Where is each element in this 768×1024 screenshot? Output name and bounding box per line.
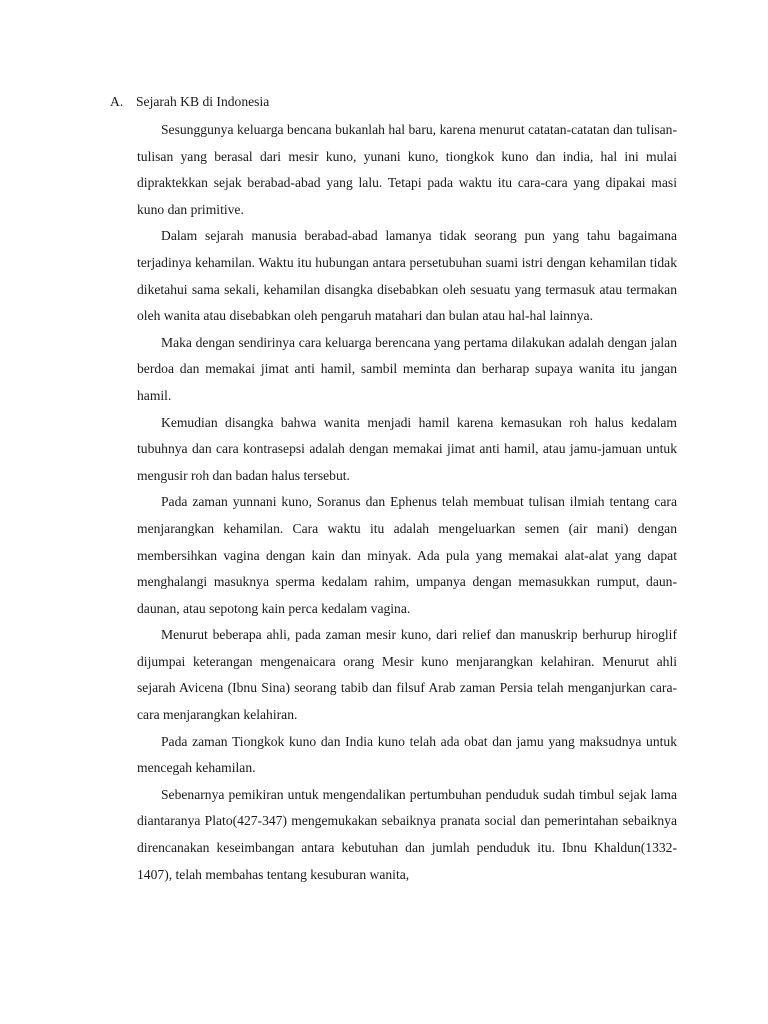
paragraph-4: Kemudian disangka bahwa wanita menjadi hamil karena kemasukan roh halus kedalam tubuhnya dan cara kontrasepsi adalah dengan memakai jimat anti hamil, atau jamu-jamuan untuk mengusir roh dan badan halus tersebut. [137, 414, 677, 483]
section-title: Sejarah KB di Indonesia [136, 94, 270, 109]
paragraph-8: Sebenarnya pemikiran untuk mengendalikan pertumbuhan penduduk sudah timbul sejak lama diantaranya Plato(427-347) mengemukakan sebaiknya pranata social dan pemerintahan sebaiknya direncanakan keseimbangan antara kebutuhan dan jumlah penduduk itu. Ibnu Khaldun(1332-1407), telah membahas tentang kesuburan wanita, [137, 786, 677, 882]
paragraph-5: Pada zaman yunnani kuno, Soranus dan Ephenus telah membuat tulisan ilmiah tentang cara menjarangkan kehamilan. Cara waktu itu adalah mengeluarkan semen (air mani) dengan membersihkan vagina dengan kain dan minyak. Ada pula yang memakai alat-alat yang dapat menghalangi masuknya sperma kedalam rahim, umpanya dengan memasukkan rumput, daun-daunan, atau sepotong kain perca kedalam vagina. [137, 494, 677, 616]
paragraph-3: Maka dengan sendirinya cara keluarga berencana yang pertama dilakukan adalah dengan jalan berdoa dan memakai jimat anti hamil, sambil meminta dan berharap supaya wanita itu jangan hamil. [137, 334, 677, 403]
paragraph-6: Menurut beberapa ahli, pada zaman mesir kuno, dari relief dan manuskrip berhurup hiroglif dijumpai keterangan mengenaicara orang Mesir kuno menjarangkan kelahiran. Menurut ahli sejarah Avicena (Ibnu Sina) seorang tabib dan filsuf Arab zaman Persia telah menganjurkan cara-cara menjarangkan kelahiran. [137, 627, 677, 723]
paragraph-2: Dalam sejarah manusia berabad-abad lamanya tidak seorang pun yang tahu bagaimana terjadinya kehamilan. Waktu itu hubungan antara persetubuhan suami istri dengan kehamilan tidak diketahui sama sekali, kehamilan disangka disebabkan oleh sesuatu yang termasuk atau termakan oleh wanita atau disebabkan oleh pengaruh matahari dan bulan atau hal-hal lainnya. [137, 228, 677, 324]
section-heading [110, 92, 269, 112]
paragraph-7: Pada zaman Tiongkok kuno dan India kuno telah ada obat dan jamu yang maksudnya untuk mencegah kehamilan. [137, 733, 677, 776]
body-text [137, 117, 677, 888]
paragraph-1: Sesunggunya keluarga bencana bukanlah hal baru, karena menurut catatan-catatan dan tulisan-tulisan yang berasal dari mesir kuno, yunani kuno, tiongkok kuno dan india, hal ini mulai dipraktekkan sejak berabad-abad yang lalu. Tetapi pada waktu itu cara-cara yang dipakai masi kuno dan primitive. [137, 122, 677, 217]
section-number: A. [110, 94, 124, 109]
